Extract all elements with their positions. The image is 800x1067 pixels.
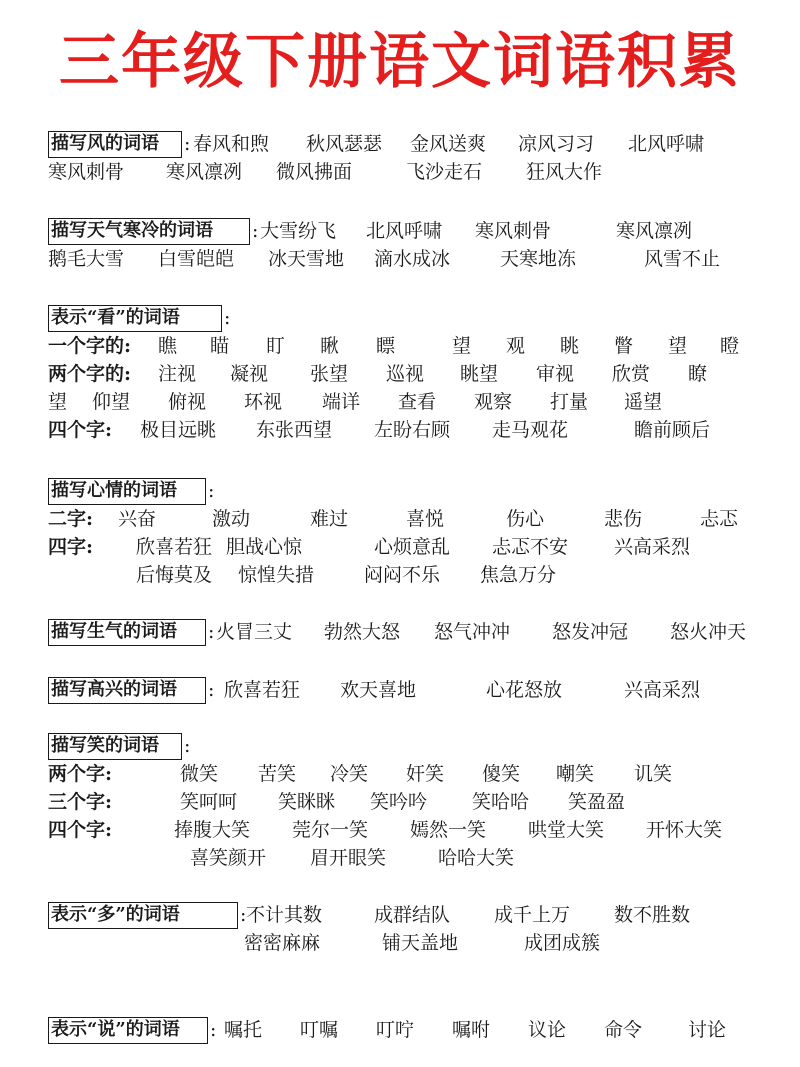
word-item: 左盼右顾: [374, 419, 451, 441]
word-item: 欣喜若狂: [224, 679, 301, 701]
word-item: 开怀大笑: [646, 819, 723, 841]
section-header: 描写高兴的词语: [48, 677, 206, 704]
colon: :: [210, 1019, 217, 1041]
word-item: 端详: [322, 391, 361, 413]
word-row: [48, 760, 770, 788]
word-item: 成群结队: [374, 904, 451, 926]
word-item: 环视: [244, 391, 283, 413]
word-item: 北风呼啸: [628, 133, 705, 155]
word-item: 仰望: [92, 391, 131, 413]
word-item: 欣赏: [612, 363, 651, 385]
word-section: [48, 304, 770, 444]
word-item: 胆战心惊: [226, 536, 303, 558]
word-item: 兴高采烈: [614, 536, 691, 558]
word-row: [48, 561, 770, 589]
word-item: 讥笑: [634, 763, 673, 785]
word-item: 瞭: [688, 363, 708, 385]
colon: :: [240, 904, 247, 926]
word-item: 寒风刺骨: [475, 220, 552, 242]
word-item: 哄堂大笑: [528, 819, 605, 841]
word-row: [48, 533, 770, 561]
word-item: 望: [48, 391, 68, 413]
word-item: 兴高采烈: [624, 679, 701, 701]
word-row: [48, 360, 770, 388]
word-item: 心花怒放: [486, 679, 563, 701]
word-item: 望: [668, 335, 688, 357]
section-header: 描写心情的词语: [48, 478, 206, 505]
word-item: 勃然大怒: [324, 621, 401, 643]
word-item: 滴水成冰: [374, 248, 451, 270]
word-item: 瞥: [614, 335, 634, 357]
section-header: 表示“说”的词语: [48, 1017, 208, 1044]
row-label: 三个字:: [48, 791, 113, 813]
word-item: 极目远眺: [140, 419, 217, 441]
word-item: 成团成簇: [524, 932, 601, 954]
word-item: 瞧: [158, 335, 178, 357]
section-header: 表示“看”的词语: [48, 305, 222, 332]
section-header: 描写风的词语: [48, 131, 182, 158]
word-item: 凝视: [230, 363, 269, 385]
word-item: 叮嘱: [300, 1019, 339, 1041]
word-item: 嘱托: [224, 1019, 263, 1041]
word-item: 捧腹大笑: [174, 819, 251, 841]
word-item: 伤心: [506, 508, 545, 530]
word-item: 观察: [474, 391, 513, 413]
colon: :: [208, 679, 215, 701]
word-item: 苦笑: [258, 763, 297, 785]
colon: :: [224, 307, 231, 329]
word-row: [48, 844, 770, 872]
row-label: 四字:: [48, 536, 94, 558]
word-item: 盯: [266, 335, 286, 357]
colon: :: [184, 133, 191, 155]
word-item: 欣喜若狂: [136, 536, 213, 558]
word-item: 微风拂面: [276, 161, 353, 183]
word-item: 笑呵呵: [180, 791, 238, 813]
word-item: 俯视: [168, 391, 207, 413]
word-item: 怒火冲天: [670, 621, 747, 643]
word-item: 冰天雪地: [268, 248, 345, 270]
word-item: 悲伤: [604, 508, 643, 530]
word-item: 嘲笑: [556, 763, 595, 785]
word-item: 议论: [528, 1019, 567, 1041]
word-item: 冷笑: [330, 763, 369, 785]
word-item: 傻笑: [482, 763, 521, 785]
word-item: 笑哈哈: [472, 791, 530, 813]
word-item: 笑盈盈: [568, 791, 626, 813]
section-header: 描写生气的词语: [48, 619, 206, 646]
section-header: 描写天气寒冷的词语: [48, 218, 250, 245]
word-item: 天寒地冻: [500, 248, 577, 270]
word-item: 叮咛: [376, 1019, 415, 1041]
word-item: 瞪: [720, 335, 740, 357]
word-item: 笑吟吟: [370, 791, 428, 813]
word-row: [48, 618, 770, 646]
word-item: 走马观花: [492, 419, 569, 441]
colon: :: [208, 621, 215, 643]
word-row: [48, 732, 770, 760]
word-item: 眺望: [460, 363, 499, 385]
row-label: 两个字的:: [48, 363, 132, 385]
word-item: 遥望: [624, 391, 663, 413]
colon: :: [252, 220, 259, 242]
word-item: 欢天喜地: [340, 679, 417, 701]
word-item: 闷闷不乐: [364, 564, 441, 586]
section-header: 表示“多”的词语: [48, 902, 238, 929]
word-row: [48, 816, 770, 844]
word-section: [48, 901, 770, 957]
word-item: 难过: [310, 508, 349, 530]
word-section: [48, 732, 770, 872]
word-item: 焦急万分: [480, 564, 557, 586]
word-item: 微笑: [180, 763, 219, 785]
word-item: 审视: [536, 363, 575, 385]
word-row: [48, 416, 770, 444]
word-item: 讨论: [688, 1019, 727, 1041]
word-item: 风雪不止: [644, 248, 721, 270]
word-item: 东张西望: [256, 419, 333, 441]
word-item: 凉风习习: [518, 133, 595, 155]
word-row: [48, 158, 770, 186]
word-item: 笑眯眯: [278, 791, 336, 813]
word-row: [48, 505, 770, 533]
word-section: [48, 1016, 770, 1044]
word-item: 嘱咐: [452, 1019, 491, 1041]
row-label: 四个字:: [48, 419, 113, 441]
word-row: [48, 788, 770, 816]
word-item: 瞄: [210, 335, 230, 357]
word-item: 巡视: [386, 363, 425, 385]
section-header: 描写笑的词语: [48, 733, 182, 760]
word-item: 鹅毛大雪: [48, 248, 125, 270]
colon: :: [208, 480, 215, 502]
word-item: 寒风刺骨: [48, 161, 125, 183]
word-item: 瞻前顾后: [634, 419, 711, 441]
word-item: 嫣然一笑: [410, 819, 487, 841]
word-row: [48, 388, 770, 416]
row-label: 一个字的:: [48, 335, 132, 357]
word-item: 不计其数: [246, 904, 323, 926]
word-section: [48, 217, 770, 273]
word-item: 眺: [560, 335, 580, 357]
word-item: 打量: [550, 391, 589, 413]
word-item: 喜悦: [406, 508, 445, 530]
word-item: 北风呼啸: [366, 220, 443, 242]
word-row: [48, 304, 770, 332]
word-item: 眉开眼笑: [310, 847, 387, 869]
word-row: [48, 245, 770, 273]
word-item: 狂风大作: [526, 161, 603, 183]
page-title: 三年级下册语文词语积累: [59, 27, 741, 97]
word-row: [48, 332, 770, 360]
word-item: 命令: [604, 1019, 643, 1041]
word-item: 金风送爽: [410, 133, 487, 155]
word-item: 数不胜数: [614, 904, 691, 926]
row-label: 二字:: [48, 508, 94, 530]
word-item: 激动: [212, 508, 251, 530]
word-item: 火冒三丈: [216, 621, 293, 643]
colon: :: [184, 735, 191, 757]
word-item: 成千上万: [494, 904, 571, 926]
word-item: 密密麻麻: [244, 932, 321, 954]
word-item: 瞅: [320, 335, 340, 357]
word-item: 奸笑: [406, 763, 445, 785]
word-section: [48, 477, 770, 589]
word-item: 大雪纷飞: [260, 220, 337, 242]
word-item: 喜笑颜开: [190, 847, 267, 869]
word-item: 瞟: [376, 335, 396, 357]
word-item: 观: [506, 335, 526, 357]
word-row: [48, 929, 770, 957]
word-section: [48, 676, 770, 704]
word-section: [48, 618, 770, 646]
word-row: [48, 901, 770, 929]
word-row: [48, 1016, 770, 1044]
word-row: [48, 217, 770, 245]
word-item: 春风和煦: [193, 133, 270, 155]
word-item: 怒发冲冠: [552, 621, 629, 643]
word-item: 寒风凛冽: [616, 220, 693, 242]
word-item: 忐忑: [700, 508, 739, 530]
word-item: 飞沙走石: [406, 161, 483, 183]
word-item: 莞尔一笑: [292, 819, 369, 841]
word-item: 忐忑不安: [492, 536, 569, 558]
word-item: 惊惶失措: [238, 564, 315, 586]
word-item: 查看: [398, 391, 437, 413]
word-item: 心烦意乱: [374, 536, 451, 558]
word-row: [48, 676, 770, 704]
word-item: 秋风瑟瑟: [306, 133, 383, 155]
word-item: 张望: [310, 363, 349, 385]
word-item: 望: [452, 335, 472, 357]
word-item: 白雪皑皑: [158, 248, 235, 270]
word-item: 寒风凛冽: [166, 161, 243, 183]
word-row: [48, 477, 770, 505]
word-item: 后悔莫及: [136, 564, 213, 586]
row-label: 四个字:: [48, 819, 113, 841]
word-row: [48, 130, 770, 158]
word-item: 注视: [158, 363, 197, 385]
row-label: 两个字:: [48, 763, 113, 785]
word-section: [48, 130, 770, 186]
word-item: 哈哈大笑: [438, 847, 515, 869]
word-item: 怒气冲冲: [434, 621, 511, 643]
word-item: 兴奋: [118, 508, 157, 530]
word-item: 铺天盖地: [382, 932, 459, 954]
